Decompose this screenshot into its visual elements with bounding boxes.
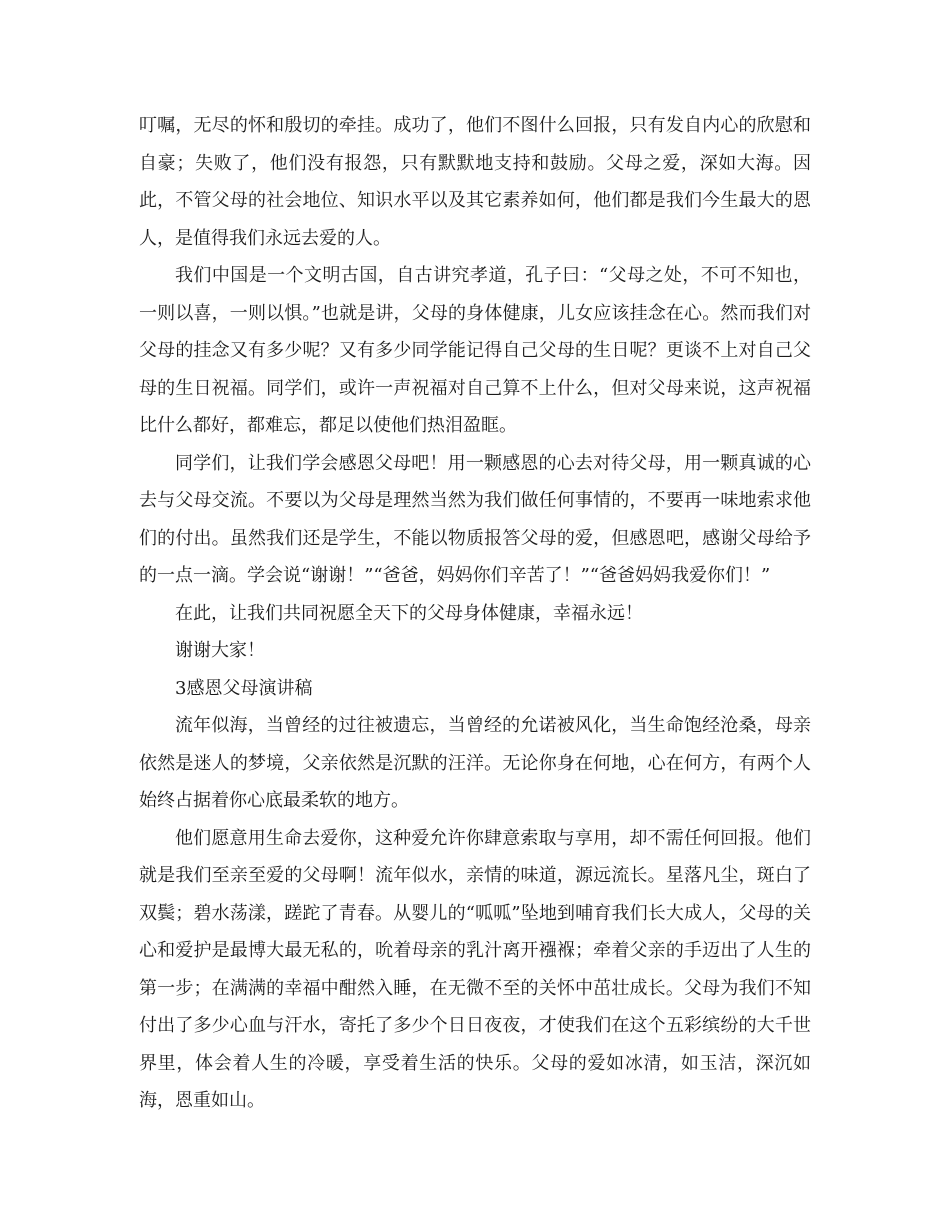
paragraph-thanks: 谢谢大家！ (175, 640, 265, 661)
paragraph-continuation: 叮嘱，无尽的怀和殷切的牵挂。成功了，他们不图什么回报，只有发自内心的欣慰和自豪；失败了，他们没有报怨，只有默默地支持和鼓励。父母之爱，深如大海。因此，不管父母的社会地位、知识水平以及其它素养如何，他们都是我们今生最大的恩人，是值得我们永远去爱的人。 (139, 115, 811, 249)
document-body (139, 107, 811, 1120)
paragraph-parents-love: 他们愿意用生命去爱你，这种爱允许你肆意索取与享用，却不需任何回报。他们就是我们至亲至爱的父母啊！流年似水，亲情的味道，源远流长。星落凡尘，斑白了双鬓；碧水荡漾，蹉跎了青春。从婴儿的“呱呱”坠地到哺育我们长大成人，父母的关心和爱护是最博大最无私的，吮着母亲的乳汁离开襁褓；牵着父亲的手迈出了人生的第一步；在满满的幸福中酣然入睡，在无微不至的关怀中茁壮成长。父母为我们不知付出了多少心血与汗水，寄托了多少个日日夜夜，才使我们在这个五彩缤纷的大千世界里，体会着人生的冷暖，享受着生活的快乐。父母的爱如冰清，如玉洁，深沉如海，恩重如山。 (139, 827, 811, 1111)
section-heading: 3感恩父母演讲稿 (175, 677, 313, 699)
paragraph-time-like-sea: 流年似海，当曾经的过往被遗忘，当曾经的允诺被风化，当生命饱经沧桑，母亲依然是迷人的梦境，父亲依然是沉默的汪洋。无论你身在何地，心在何方，有两个人始终占据着你心底最柔软的地方。 (139, 715, 811, 811)
paragraph-blessing: 在此，让我们共同祝愿全天下的父母身体健康，幸福永远！ (175, 602, 643, 624)
paragraph-learn-gratitude: 同学们，让我们学会感恩父母吧！用一颗感恩的心去对待父母，用一颗真诚的心去与父母交流。不要以为父母是理然当然为我们做任何事情的，不要再一味地索求他们的付出。虽然我们还是学生，不能以物质报答父母的爱，但感恩吧，感谢父母给予的一点一滴。学会说“谢谢！”“爸爸，妈妈你们辛苦了！”“爸爸妈妈我爱你们！” (139, 452, 811, 586)
paragraph-filial-piety: 我们中国是一个文明古国，自古讲究孝道，孔子曰：“父母之处，不可不知也，一则以喜，一则以惧。”也就是讲，父母的身体健康，儿女应该挂念在心。然而我们对父母的挂念又有多少呢？又有多少同学能记得自己父母的生日呢？更谈不上对自己父母的生日祝福。同学们，或许一声祝福对自己算不上什么，但对父母来说，这声祝福比什么都好，都难忘，都足以使他们热泪盈眶。 (139, 265, 811, 436)
